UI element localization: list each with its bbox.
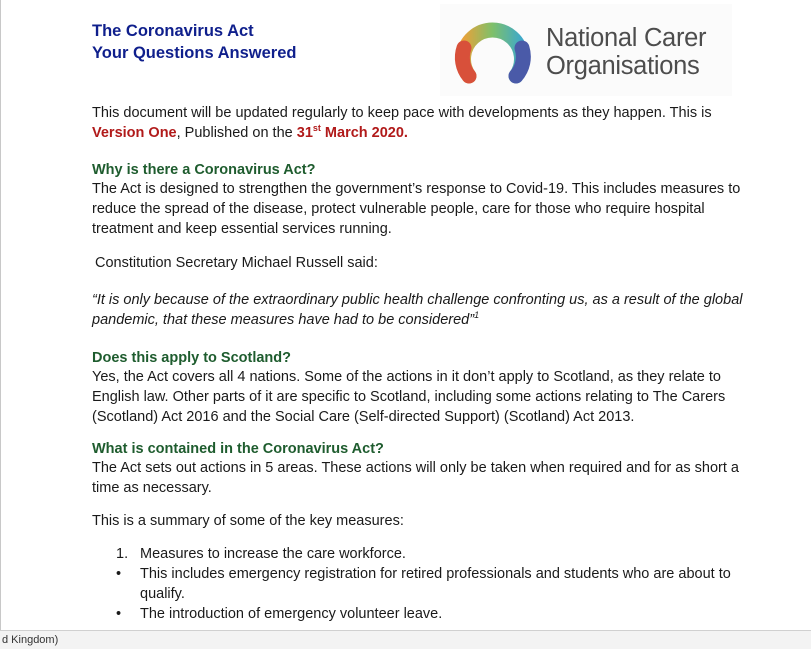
bullet-icon: •: [116, 566, 122, 582]
date-suffix: st: [312, 123, 321, 134]
bullet-icon: •: [116, 606, 122, 622]
quote-paragraph: [92, 290, 752, 330]
intro-paragraph: [92, 103, 752, 143]
publish-date: [297, 125, 408, 141]
paragraph-contents: The Act sets out actions in 5 areas. These actions will only be taken when required and for as short a time as necessary.: [92, 460, 739, 496]
language-indicator[interactable]: d Kingdom): [2, 634, 59, 646]
heading-scotland: Does this apply to Scotland?: [92, 350, 291, 366]
list-item-text: The introduction of emergency volunteer leave.: [140, 606, 443, 622]
national-carer-organisations-logo: [440, 4, 732, 96]
logo-text: [546, 24, 706, 80]
list-item-text: Measures to increase the care workforce.: [140, 546, 406, 562]
intro-text-2: , Published on the: [176, 125, 297, 141]
paragraph-why: The Act is designed to strengthen the government’s response to Covid-19. This includes measures to reduce the spread of the disease, protect vulnerable people, care for those who require hospital treatment and keep essential services running.: [92, 181, 741, 237]
speaker-line: Constitution Secretary Michael Russell said:: [95, 255, 378, 271]
title-line-1: The Coronavirus Act: [92, 22, 254, 40]
heading-why: Why is there a Coronavirus Act?: [92, 162, 316, 178]
footnote-marker[interactable]: 1: [474, 310, 480, 321]
list-item: [116, 544, 756, 564]
heading-contents: What is contained in the Coronavirus Act?: [92, 441, 384, 457]
summary-intro: This is a summary of some of the key measures:: [92, 513, 404, 529]
logo-text-line-2: Organisations: [546, 52, 700, 80]
intro-text-1: This document will be updated regularly to keep pace with developments as they happen. This is: [92, 105, 712, 121]
version-label: Version One: [92, 125, 177, 141]
document-title: [92, 20, 296, 64]
list-item: [116, 564, 756, 604]
title-line-2: Your Questions Answered: [92, 44, 297, 62]
date-rest: March 2020.: [320, 125, 408, 141]
list-item-text: This includes emergency registration for retired professionals and students who are about to qualify.: [140, 566, 731, 602]
quote-text: “It is only because of the extraordinary public health challenge confronting us, as a result of the global pandemic, that these measures have had to be considered”: [92, 292, 743, 328]
date-day: 31: [296, 125, 313, 141]
ring-logo-icon: [452, 8, 534, 90]
list-item: [116, 604, 756, 624]
list-number: 1.: [116, 546, 129, 562]
logo-text-line-1: National Carer: [546, 24, 707, 52]
paragraph-scotland: Yes, the Act covers all 4 nations. Some of the actions in it don’t apply to Scotland, as they relate to English law. Other parts of it are specific to Scotland, including some actions relating to The Carers (Scotland) Act 2016 and the Social Care (Self-directed Support) (Scotland) Act 2013.: [92, 369, 726, 425]
status-bar: [0, 630, 811, 649]
